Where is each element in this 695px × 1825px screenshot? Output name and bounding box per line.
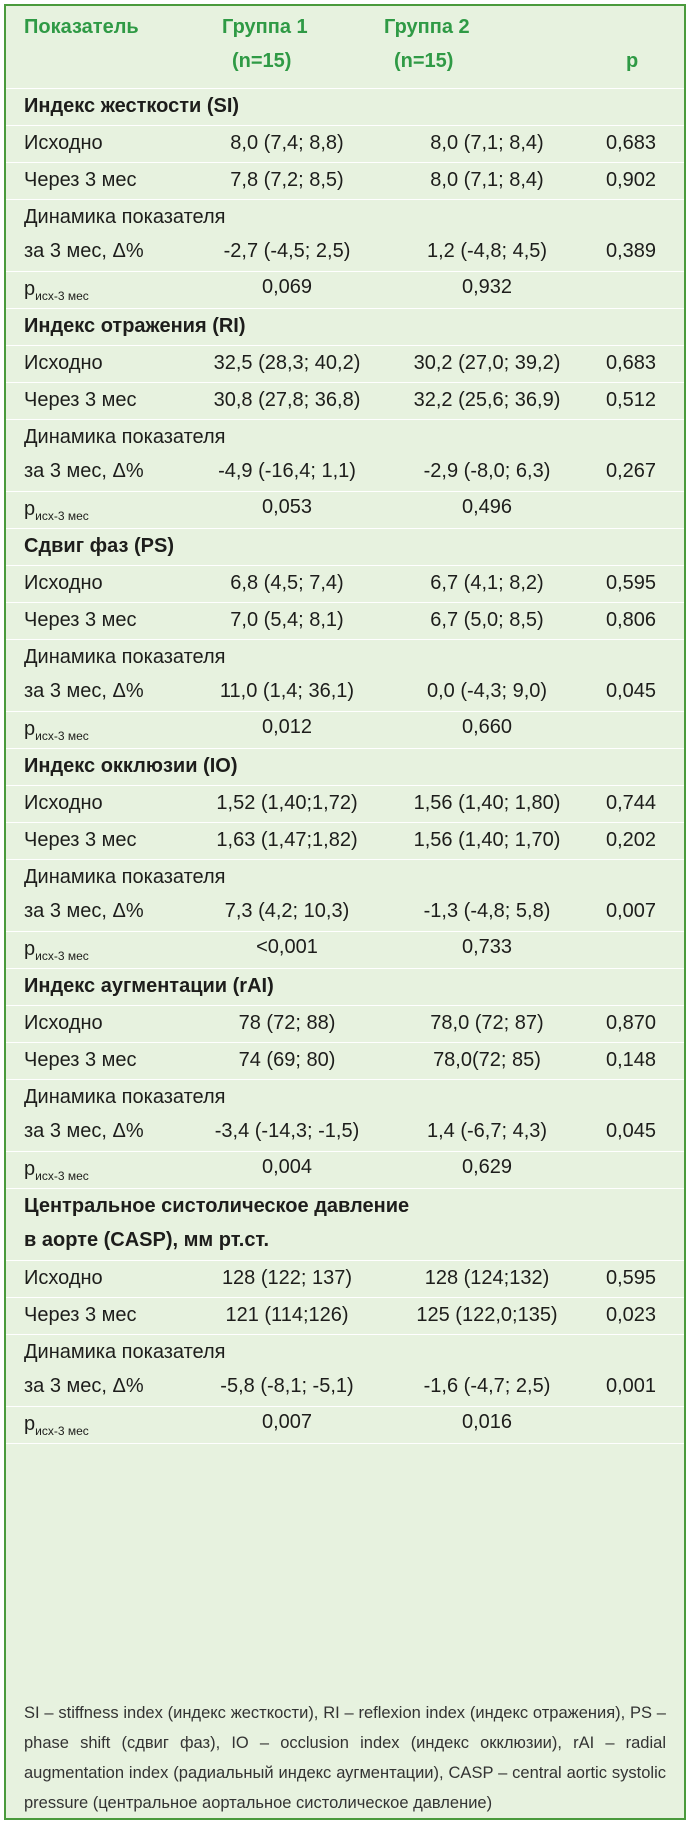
p-change-label	[24, 938, 89, 963]
table-row	[6, 383, 684, 420]
row-label: Через 3 мес	[24, 609, 137, 631]
section-title-row	[6, 749, 684, 786]
dynamics-label-line1: Динамика показателя	[24, 646, 226, 668]
p-subscript: исх-3 мес	[35, 729, 89, 743]
p-symbol: p	[24, 1413, 36, 1435]
group1-value: 8,0 (7,4; 8,8)	[230, 132, 344, 154]
dynamics-row	[6, 420, 684, 492]
p-symbol: p	[24, 498, 36, 520]
p-change-row	[6, 712, 684, 749]
p-subscript: исх-3 мес	[35, 1424, 89, 1438]
group2-value: 78,0 (72; 87)	[430, 1012, 544, 1034]
group1-value: -5,8 (-8,1; -5,1)	[220, 1375, 354, 1397]
header-group1-title: Группа 1	[222, 16, 308, 38]
p-symbol: p	[24, 278, 36, 300]
table-row	[6, 126, 684, 163]
group1-value: 1,52 (1,40;1,72)	[216, 792, 358, 814]
row-label: Через 3 мес	[24, 1304, 137, 1326]
group2-p-value: 0,932	[461, 276, 513, 298]
group1-value: 1,63 (1,47;1,82)	[216, 829, 358, 851]
group1-value: -2,7 (-4,5; 2,5)	[223, 240, 351, 262]
p-value: 0,045	[605, 1120, 657, 1142]
table-row	[6, 346, 684, 383]
p-change-label	[24, 498, 89, 523]
group1-value: 6,8 (4,5; 7,4)	[230, 572, 344, 594]
section-title: Сдвиг фаз (PS)	[24, 535, 174, 557]
p-change-row	[6, 932, 684, 969]
row-label: Через 3 мес	[24, 169, 137, 191]
dynamics-row	[6, 200, 684, 272]
group2-value: -1,3 (-4,8; 5,8)	[423, 900, 551, 922]
p-change-row	[6, 1407, 684, 1444]
p-value: 0,001	[605, 1375, 657, 1397]
p-symbol: p	[24, 1158, 36, 1180]
row-label: Через 3 мес	[24, 1049, 137, 1071]
group1-p-value: 0,053	[261, 496, 313, 518]
dynamics-label-line1: Динамика показателя	[24, 1341, 226, 1363]
p-value: 0,007	[605, 900, 657, 922]
p-value: 0,595	[605, 1267, 657, 1289]
group1-value: 128 (122; 137)	[221, 1267, 353, 1289]
table-row	[6, 823, 684, 860]
row-label: Исходно	[24, 792, 103, 814]
p-value: 0,389	[605, 240, 657, 262]
group2-value: 32,2 (25,6; 36,9)	[413, 389, 561, 411]
header-group2-title: Группа 2	[384, 16, 470, 38]
group1-p-value: 0,004	[261, 1156, 313, 1178]
dynamics-label-line2: за 3 мес, Δ%	[24, 1375, 144, 1397]
group2-value: 78,0(72; 85)	[433, 1049, 541, 1071]
group2-p-value: 0,016	[461, 1411, 513, 1433]
p-change-row	[6, 272, 684, 309]
group2-value: -2,9 (-8,0; 6,3)	[423, 460, 551, 482]
table-row	[6, 603, 684, 640]
p-value: 0,902	[605, 169, 657, 191]
group1-value: 7,8 (7,2; 8,5)	[230, 169, 344, 191]
dynamics-label-line1: Динамика показателя	[24, 1086, 226, 1108]
table-row	[6, 1043, 684, 1080]
group1-value: 7,0 (5,4; 8,1)	[230, 609, 344, 631]
section-title: Индекс отражения (RI)	[24, 315, 246, 337]
group2-value: 0,0 (-4,3; 9,0)	[426, 680, 548, 702]
group1-value: 7,3 (4,2; 10,3)	[224, 900, 350, 922]
header-group2-n: (n=15)	[394, 50, 454, 72]
section-title-row	[6, 529, 684, 566]
group1-p-value: 0,069	[261, 276, 313, 298]
group1-value: -3,4 (-14,3; -1,5)	[214, 1120, 360, 1142]
group2-value: 6,7 (4,1; 8,2)	[430, 572, 544, 594]
p-value: 0,870	[605, 1012, 657, 1034]
dynamics-row	[6, 640, 684, 712]
p-subscript: исх-3 мес	[35, 949, 89, 963]
p-change-row	[6, 492, 684, 529]
table-header	[6, 6, 684, 89]
p-symbol: p	[24, 718, 36, 740]
header-indicator: Показатель	[24, 16, 139, 38]
section-title-row	[6, 969, 684, 1006]
dynamics-label-line2: за 3 мес, Δ%	[24, 240, 144, 262]
table-row	[6, 1006, 684, 1043]
dynamics-row	[6, 1335, 684, 1407]
section-title: Индекс окклюзии (IO)	[24, 755, 238, 777]
group1-value: 74 (69; 80)	[238, 1049, 336, 1071]
table-row	[6, 163, 684, 200]
p-change-label	[24, 1413, 89, 1438]
p-value: 0,202	[605, 829, 657, 851]
dynamics-label-line2: за 3 мес, Δ%	[24, 680, 144, 702]
table-body	[6, 89, 684, 1682]
dynamics-label-line2: за 3 мес, Δ%	[24, 1120, 144, 1142]
p-value: 0,512	[605, 389, 657, 411]
group1-value: 30,8 (27,8; 36,8)	[213, 389, 361, 411]
row-label: Исходно	[24, 352, 103, 374]
data-table	[4, 4, 686, 1820]
group1-value: -4,9 (-16,4; 1,1)	[218, 460, 356, 482]
group2-value: 1,4 (-6,7; 4,3)	[426, 1120, 548, 1142]
dynamics-row	[6, 860, 684, 932]
p-value: 0,806	[605, 609, 657, 631]
header-p: p	[626, 50, 639, 72]
p-subscript: исх-3 мес	[35, 289, 89, 303]
p-value: 0,148	[605, 1049, 657, 1071]
dynamics-label-line2: за 3 мес, Δ%	[24, 460, 144, 482]
group2-value: -1,6 (-4,7; 2,5)	[423, 1375, 551, 1397]
section-title: Индекс аугментации (rAI)	[24, 975, 274, 997]
group2-value: 125 (122,0;135)	[416, 1304, 558, 1326]
group2-p-value: 0,629	[461, 1156, 513, 1178]
group2-value: 1,56 (1,40; 1,70)	[413, 829, 561, 851]
table-row	[6, 1298, 684, 1335]
group1-value: 11,0 (1,4; 36,1)	[219, 680, 355, 702]
p-change-label	[24, 278, 89, 303]
group1-value: 78 (72; 88)	[238, 1012, 336, 1034]
section-title-line2: в аорте (CASP), мм рт.ст.	[24, 1229, 270, 1251]
p-value: 0,595	[605, 572, 657, 594]
p-value: 0,045	[605, 680, 657, 702]
dynamics-label-line2: за 3 мес, Δ%	[24, 900, 144, 922]
group2-value: 6,7 (5,0; 8,5)	[430, 609, 544, 631]
p-change-label	[24, 718, 89, 743]
group2-value: 8,0 (7,1; 8,4)	[430, 169, 544, 191]
section-title: Центральное систолическое давление	[24, 1195, 410, 1217]
table-row	[6, 566, 684, 603]
row-label: Через 3 мес	[24, 829, 137, 851]
group2-p-value: 0,496	[461, 496, 513, 518]
group1-p-value: 0,012	[261, 716, 313, 738]
row-label: Исходно	[24, 1012, 103, 1034]
group2-value: 8,0 (7,1; 8,4)	[430, 132, 544, 154]
p-value: 0,683	[605, 352, 657, 374]
p-change-label	[24, 1158, 89, 1183]
group2-value: 1,2 (-4,8; 4,5)	[426, 240, 548, 262]
section-title-row	[6, 89, 684, 126]
group1-p-value: 0,007	[261, 1411, 313, 1433]
row-label: Исходно	[24, 572, 103, 594]
section-title-row	[6, 309, 684, 346]
dynamics-label-line1: Динамика показателя	[24, 206, 226, 228]
p-subscript: исх-3 мес	[35, 1169, 89, 1183]
p-value: 0,683	[605, 132, 657, 154]
p-value: 0,023	[605, 1304, 657, 1326]
group1-p-value: <0,001	[256, 936, 318, 958]
footnote: SI – stiffness index (индекс жесткости), RI – reflexion index (индекс отражения), PS – phase shift (сдвиг фаз), IO – occlusion index (индекс окклюзии), rAI – radial augmentation index (радиальный индекс аугментации), CASP – central aortic systolic pressure (центральное аортальное систолическое давление)	[24, 1704, 666, 1812]
row-label: Исходно	[24, 132, 103, 154]
section-title: Индекс жесткости (SI)	[24, 95, 240, 117]
section-title-row	[6, 1189, 684, 1261]
group2-value: 30,2 (27,0; 39,2)	[413, 352, 561, 374]
group2-value: 128 (124;132)	[424, 1267, 550, 1289]
dynamics-label-line1: Динамика показателя	[24, 866, 226, 888]
row-label: Через 3 мес	[24, 389, 137, 411]
table-row	[6, 786, 684, 823]
p-subscript: исх-3 мес	[35, 509, 89, 523]
row-label: Исходно	[24, 1267, 103, 1289]
dynamics-label-line1: Динамика показателя	[24, 426, 226, 448]
group1-value: 121 (114;126)	[225, 1304, 349, 1326]
dynamics-row	[6, 1080, 684, 1152]
p-value: 0,744	[605, 792, 657, 814]
header-group1-n: (n=15)	[232, 50, 292, 72]
p-symbol: p	[24, 938, 36, 960]
group1-value: 32,5 (28,3; 40,2)	[213, 352, 361, 374]
table-row	[6, 1261, 684, 1298]
p-change-row	[6, 1152, 684, 1189]
p-value: 0,267	[605, 460, 657, 482]
group2-value: 1,56 (1,40; 1,80)	[413, 792, 561, 814]
group2-p-value: 0,733	[461, 936, 513, 958]
group2-p-value: 0,660	[461, 716, 513, 738]
